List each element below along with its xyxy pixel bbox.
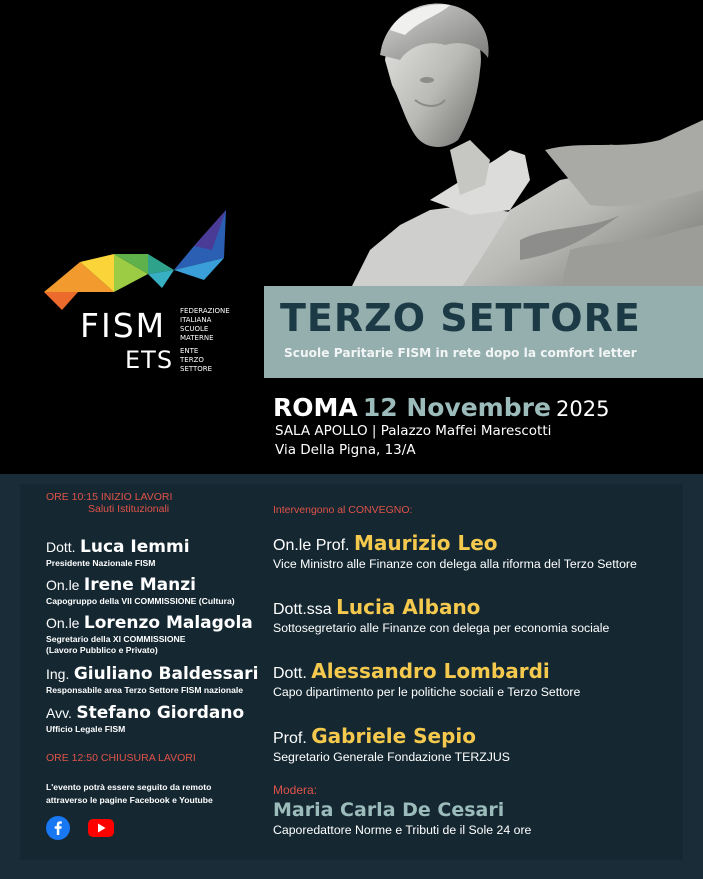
event-year: 2025 [556,397,610,421]
speaker-title: Ing. [46,666,70,682]
institutional-speaker [46,613,253,633]
speaker-role: Segretario Generale Fondazione TERZJUS [273,750,510,764]
speaker-role: (Lavoro Pubblico e Privato) [46,645,158,655]
speaker-title: On.le [46,577,80,593]
end-time: ORE 12:50 CHIUSURA LAVORI [46,752,196,764]
speaker-name: Gabriele Sepio [311,724,477,748]
speaker-name: Giuliano Baldessari [73,664,259,684]
speaker-name: Lucia Albano [336,595,481,619]
logo-federation-line: SCUOLE [180,325,209,333]
speaker-role: Vice Ministro alle Finanze con delega alla riforma del Terzo Settore [273,557,637,571]
convegno-speaker [273,531,498,555]
speaker-title: Dott. [273,665,307,682]
speaker-title: On.le [46,615,80,631]
venue-name: SALA APOLLO | Palazzo Maffei Marescotti [275,423,552,439]
logo-federation-line: ITALIANA [180,316,212,324]
convegno-speaker [273,724,476,748]
speaker-name: Luca Iemmi [80,537,190,557]
speaker-name: Maurizio Leo [353,531,498,555]
speaker-title: On.le Prof. [273,537,350,554]
institutional-speaker [46,703,244,723]
speaker-role: Capo dipartimento per le politiche sociali e Terzo Settore [273,685,581,699]
convegno-heading: Intervengono al CONVEGNO: [273,504,413,516]
logo-wordmark: FISM [80,306,167,345]
event-date-line [273,393,609,422]
speaker-role: Responsabile area Terzo Settore FISM nazionale [46,685,244,695]
speaker-role: Ufficio Legale FISM [46,724,126,734]
facebook-icon[interactable] [46,816,70,840]
apollo-statue-image [320,0,703,290]
remote-note-line2: attraverso le pagine Facebook e Youtube [46,795,213,805]
speaker-role: Segretario della XI COMMISSIONE [46,634,186,644]
venue-address: Via Della Pigna, 13/A [275,442,416,458]
speaker-title: Dott.ssa [273,601,332,618]
event-venue [275,422,551,460]
speaker-name: Lorenzo Malagola [83,613,253,633]
institutional-speaker [46,537,190,557]
logo-ente-line: SETTORE [180,365,213,373]
logo-ets: ETS [125,346,174,374]
logo-federation-line: FEDERAZIONE [180,307,230,315]
moderator-name: Maria Carla De Cesari [273,799,505,821]
speaker-title: Dott. [46,539,76,555]
event-title: TERZO SETTORE [280,296,641,340]
title-banner [264,286,703,378]
speaker-name: Irene Manzi [83,575,196,595]
event-city: ROMA [273,393,358,422]
logo-ente-line: TERZO [180,356,204,364]
event-subtitle: Scuole Paritarie FISM in rete dopo la comfort letter [284,346,637,360]
moderator-label: Modera: [273,783,318,797]
event-date: 12 Novembre [362,393,551,422]
speaker-title: Prof. [273,730,307,747]
speaker-role: Sottosegretario alle Finanze con delega per economia sociale [273,621,610,635]
convegno-speaker [273,659,550,683]
youtube-icon[interactable] [88,817,114,839]
speaker-name: Stefano Giordano [76,703,245,723]
logo-ente-text [180,347,212,374]
speaker-name: Alessandro Lombardi [311,659,550,683]
speaker-title: Avv. [46,705,72,721]
logo-federation-line: MATERNE [180,334,214,342]
moderator-role: Caporedattore Norme e Tributi de il Sole 24 ore [273,823,532,837]
institutional-speaker [46,575,196,595]
institutional-speaker [46,664,258,684]
speaker-role: Capogruppo della VII COMMISSIONE (Cultura) [46,596,235,606]
logo-federation-text [180,307,230,343]
convegno-speaker [273,595,480,619]
greetings-label: Saluti Istituzionali [88,503,170,515]
logo-ente-line: ENTE [180,347,199,355]
start-time: ORE 10:15 INIZIO LAVORI [46,491,173,503]
speaker-role: Presidente Nazionale FISM [46,558,156,568]
remote-note-line1: L'evento potrà essere seguito da remoto [46,782,212,792]
